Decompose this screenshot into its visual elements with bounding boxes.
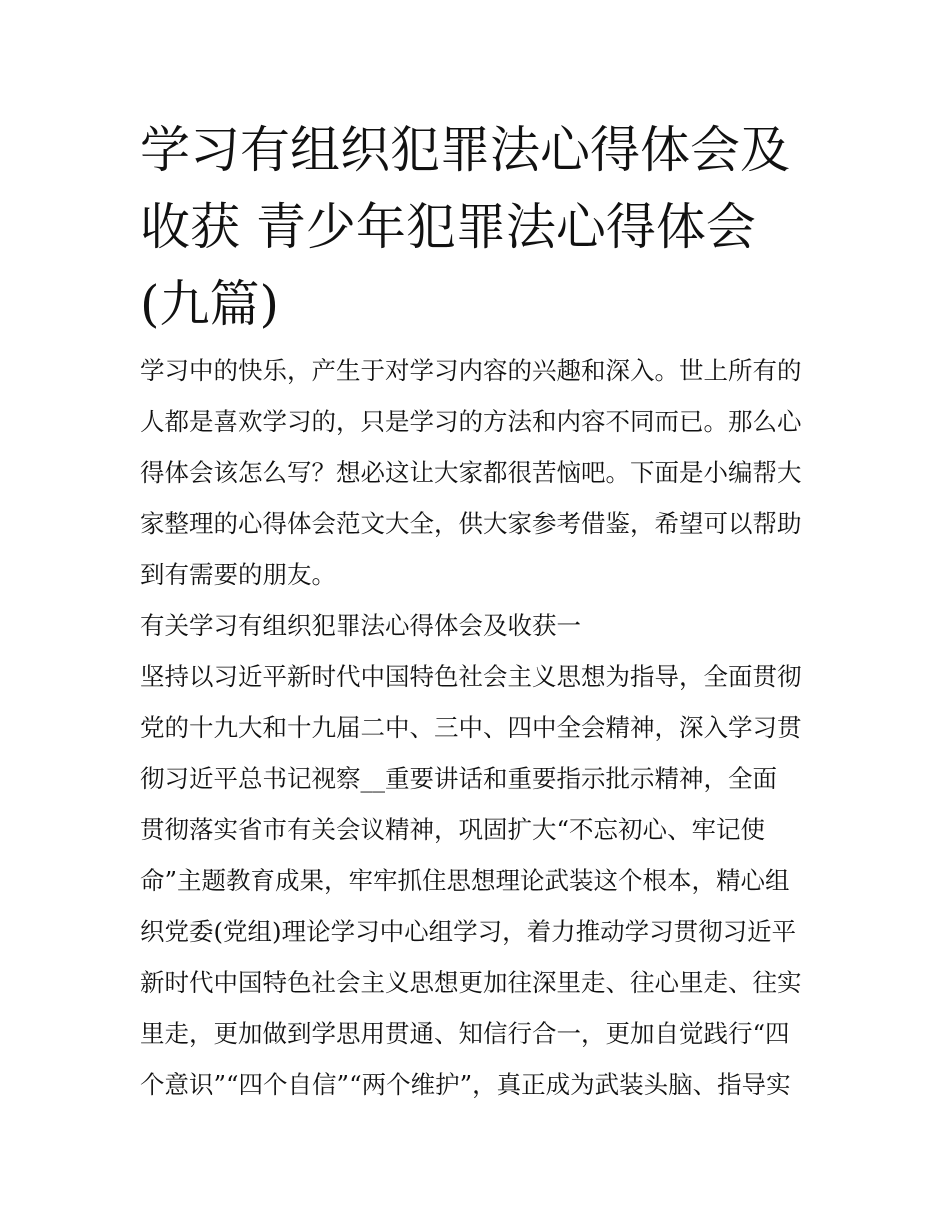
body-line-3: 彻习近平总书记视察__重要讲话和重要指示批示精神，全面 (140, 764, 777, 793)
body-line-7: 新时代中国特色社会主义思想更加往深里走、往心里走、往实 (140, 968, 802, 997)
body-line-9: 个意识”“四个自信”“两个维护”，真正成为武装头脑、指导实 (140, 1070, 791, 1099)
document-title (140, 112, 820, 343)
intro-line-5: 到有需要的朋友。 (140, 560, 336, 589)
body-line-2: 党的十九大和十九届二中、三中、四中全会精神，深入学习贯 (140, 713, 802, 742)
title-line-1: 学习有组织犯罪法心得体会及 (140, 121, 790, 179)
body-line-1: 坚持以习近平新时代中国特色社会主义思想为指导，全面贯彻 (140, 662, 802, 691)
intro-line-2: 人都是喜欢学习的，只是学习的方法和内容不同而已。那么心 (140, 407, 802, 436)
intro-line-3: 得体会该怎么写？想必这让大家都很苦恼吧。下面是小编帮大 (140, 458, 802, 487)
body-line-6: 织党委(党组)理论学习中心组学习，着力推动学习贯彻习近平 (140, 917, 797, 946)
title-line-2: 收获 青少年犯罪法心得体会 (140, 198, 756, 256)
body-line-4: 贯彻落实省市有关会议精神，巩固扩大“不忘初心、牢记使 (140, 815, 766, 844)
intro-paragraph (140, 345, 820, 600)
title-line-3: (九篇) (140, 275, 280, 333)
intro-line-4: 家整理的心得体会范文大全，供大家参考借鉴，希望可以帮助 (140, 509, 802, 538)
body-line-8: 里走，更加做到学思用贯通、知信行合一，更加自觉践行“四 (140, 1019, 790, 1048)
body-paragraph (140, 651, 820, 1110)
body-line-5: 命”主题教育成果，牢牢抓住思想理论武装这个根本，精心组 (140, 866, 790, 895)
intro-line-1: 学习中的快乐，产生于对学习内容的兴趣和深入。世上所有的 (140, 356, 802, 385)
document-content (140, 112, 820, 1110)
section-heading: 有关学习有组织犯罪法心得体会及收获一 (140, 611, 581, 640)
